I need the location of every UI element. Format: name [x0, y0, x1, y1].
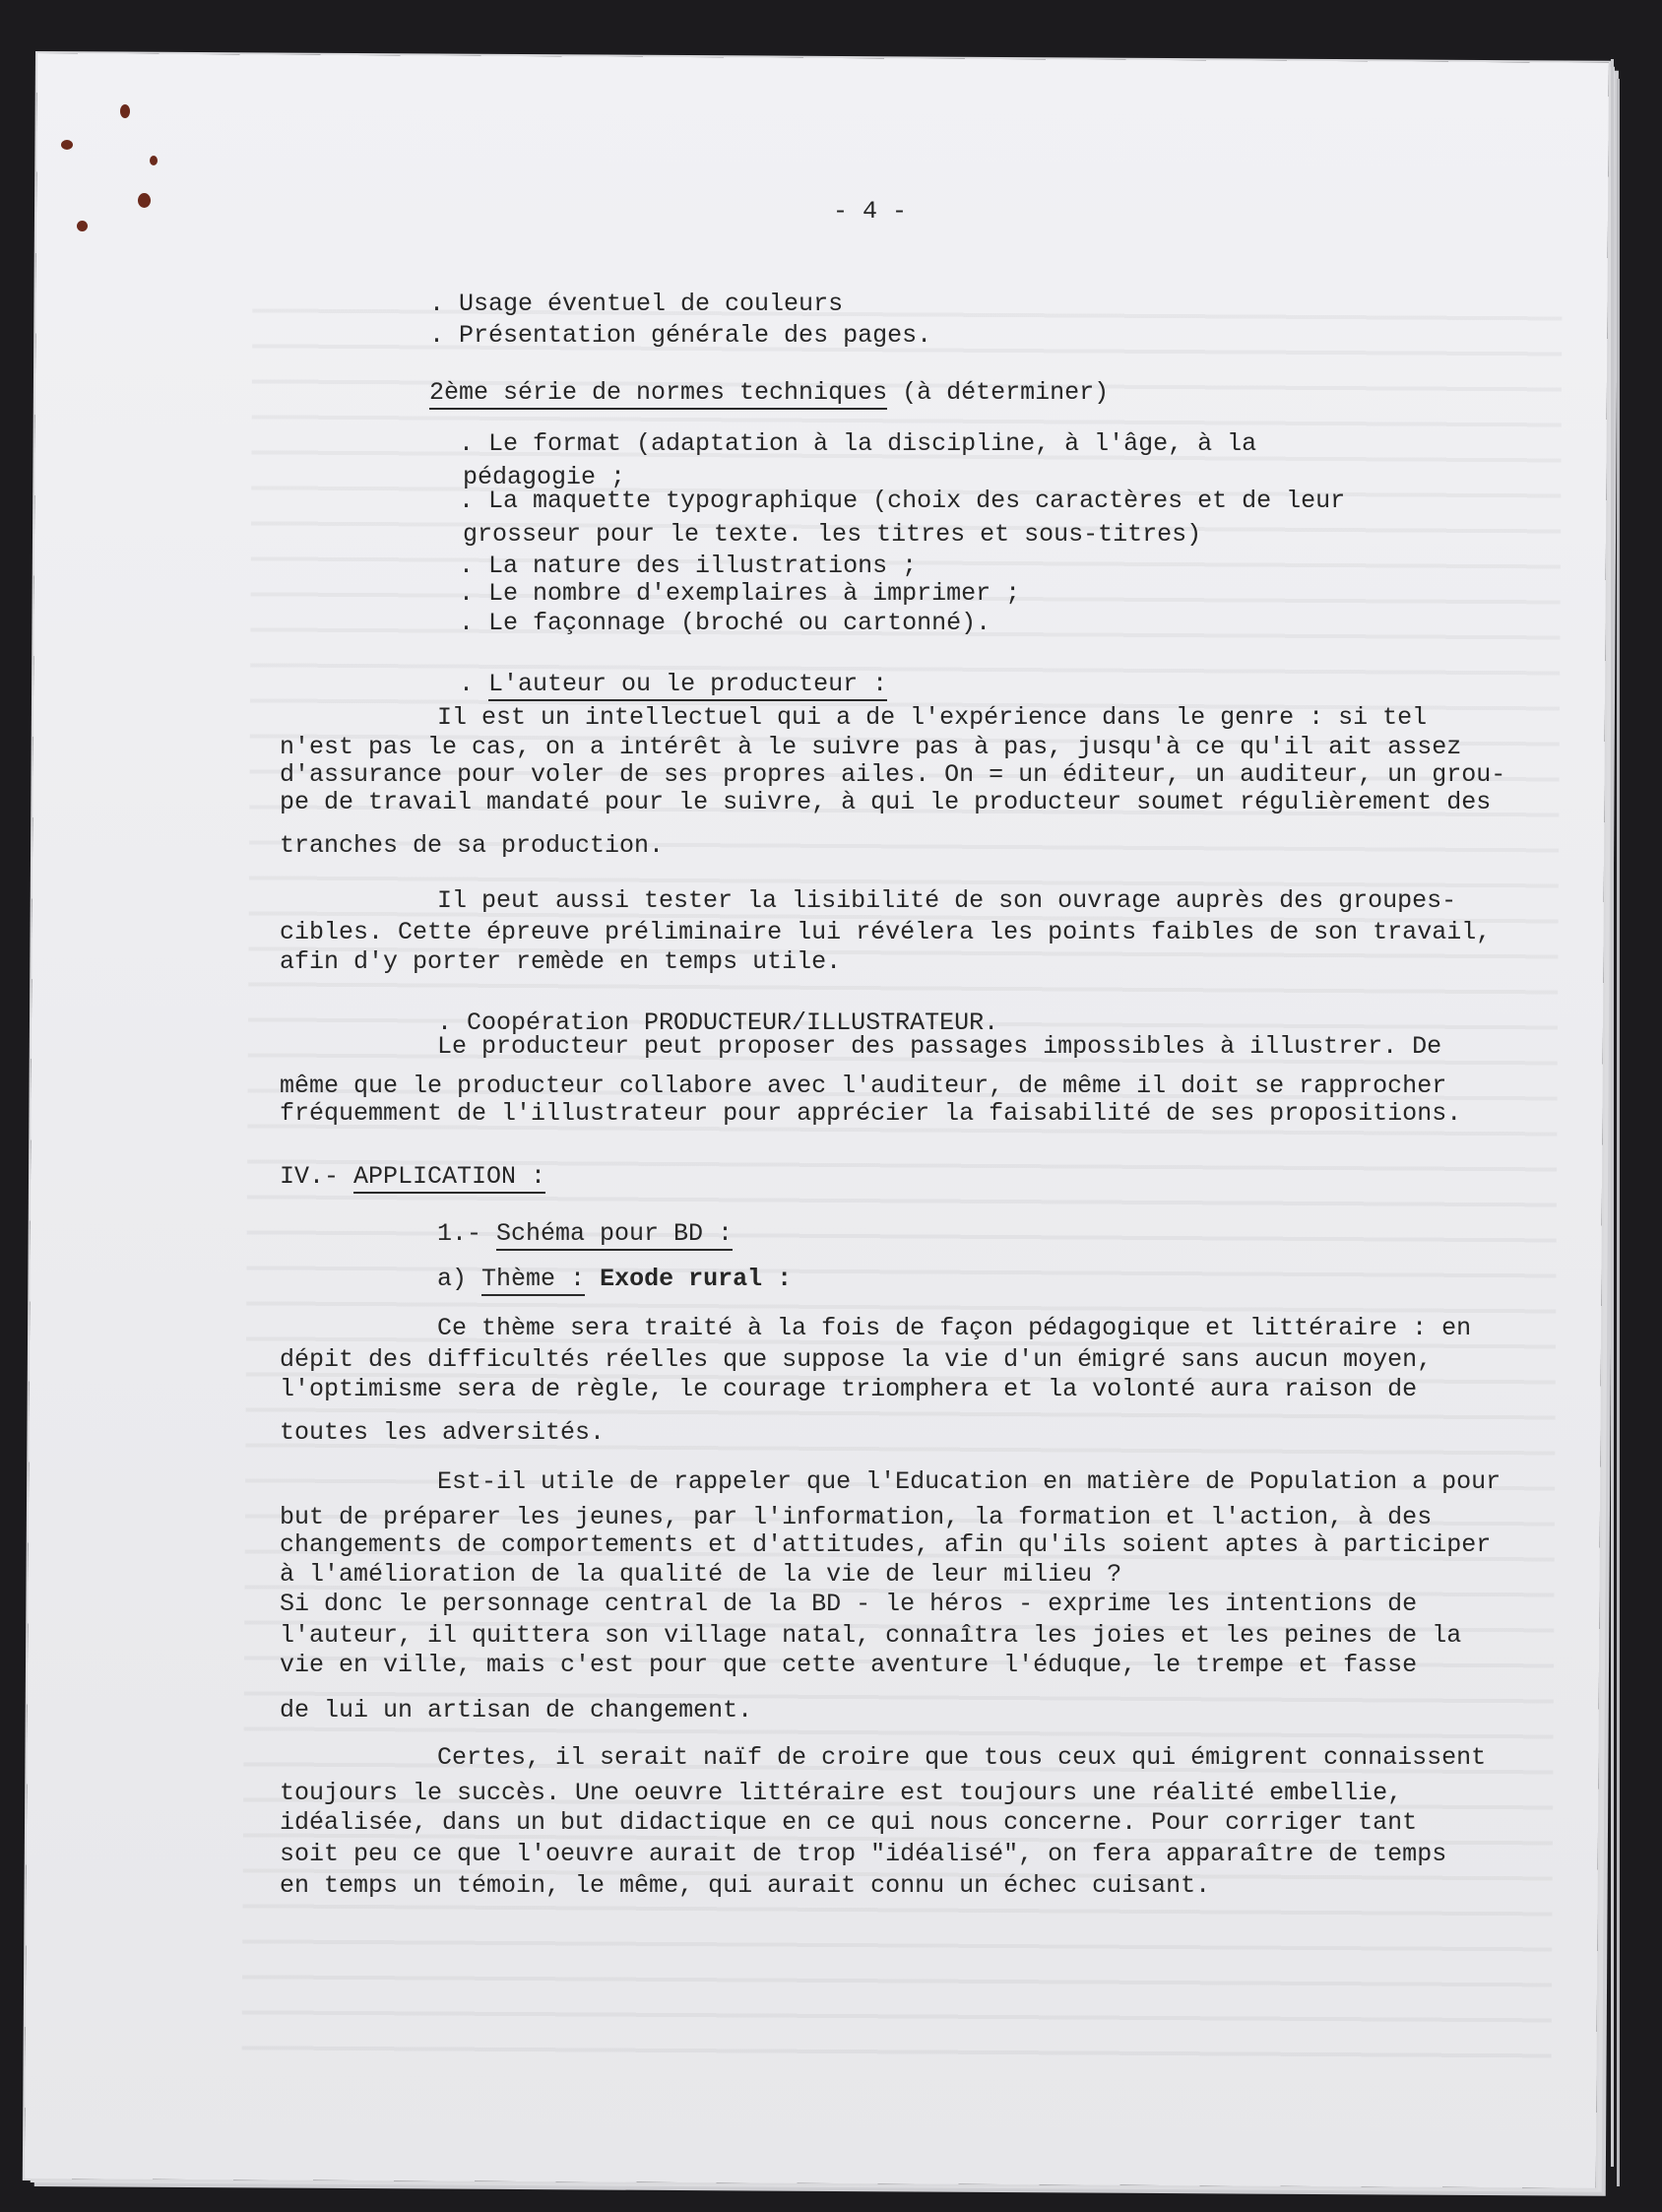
ink-spot: [120, 104, 130, 118]
list-item: pédagogie ;: [463, 463, 626, 491]
ink-spot: [138, 193, 151, 208]
paragraph-line: soit peu ce que l'oeuvre aurait de trop "idéalisé", on fera apparaître de temps: [280, 1840, 1447, 1868]
list-item: grosseur pour le texte. les titres et sous-titres): [463, 520, 1202, 549]
section-prefix: IV.-: [280, 1162, 354, 1191]
heading-series: 2ème série de normes techniques: [429, 378, 887, 410]
page-number: - 4 -: [833, 197, 908, 226]
sheet-edge: [1617, 79, 1620, 2186]
list-item: . La nature des illustrations ;: [459, 552, 918, 580]
section-heading: [429, 378, 1109, 408]
list-item: . Le format (adaptation à la discipline, à l'âge, à la: [459, 429, 1257, 458]
paragraph-line: Il peut aussi tester la lisibilité de son ouvrage auprès des groupes-: [437, 886, 1457, 915]
paragraph-line: même que le producteur collabore avec l'auditeur, de même il doit se rapprocher: [280, 1072, 1447, 1100]
list-item: . Le nombre d'exemplaires à imprimer ;: [459, 579, 1021, 608]
heading-series-note: (à déterminer): [902, 378, 1110, 407]
heading-dot: .: [459, 670, 475, 698]
paragraph-line: but de préparer les jeunes, par l'information, la formation et l'action, à des: [280, 1503, 1433, 1531]
section-title: APPLICATION :: [353, 1162, 545, 1194]
paragraph-line: tranches de sa production.: [280, 831, 665, 860]
paragraph-line: Il est un intellectuel qui a de l'expérience dans le genre : si tel: [437, 703, 1428, 732]
ink-spot: [61, 140, 73, 150]
paragraph-line: n'est pas le cas, on a intérêt à le suivre pas à pas, jusqu'à ce qu'il ait assez: [280, 733, 1462, 761]
paragraph-line: Est-il utile de rappeler que l'Education en matière de Population a pour: [437, 1467, 1502, 1496]
paragraph-line: fréquemment de l'illustrateur pour apprécier la faisabilité de ses propositions.: [280, 1099, 1462, 1128]
paragraph-line: Si donc le personnage central de la BD - le héros - exprime les intentions de: [280, 1590, 1418, 1618]
paragraph-line: Ce thème sera traité à la fois de façon pédagogique et littéraire : en: [437, 1314, 1472, 1342]
paragraph-line: idéalisée, dans un but didactique en ce qui nous concerne. Pour corriger tant: [280, 1808, 1418, 1837]
list-item: . La maquette typographique (choix des caractères et de leur: [459, 487, 1346, 515]
subsection-heading: [437, 1219, 733, 1249]
paragraph-line: à l'amélioration de la qualité de la vie de leur milieu ?: [280, 1560, 1122, 1589]
paragraph-line: Le producteur peut proposer des passages impossibles à illustrer. De: [437, 1032, 1442, 1061]
paragraph-line: dépit des difficultés réelles que suppose la vie d'un émigré sans aucun moyen,: [280, 1345, 1433, 1374]
paragraph-line: changements de comportements et d'attitudes, afin qu'ils soient aptes à participer: [280, 1530, 1492, 1559]
list-item: . Le façonnage (broché ou cartonné).: [459, 609, 991, 637]
paragraph-line: de lui un artisan de changement.: [280, 1696, 753, 1724]
subsection-prefix: 1.-: [437, 1219, 497, 1248]
list-item: . Présentation générale des pages.: [429, 321, 932, 350]
subsection-title: Schéma pour BD :: [496, 1219, 733, 1251]
paragraph-line: toutes les adversités.: [280, 1418, 606, 1447]
paragraph-line: pe de travail mandaté pour le suivre, à qui le producteur soumet régulièrement des: [280, 788, 1492, 816]
theme-line: [437, 1265, 792, 1294]
paragraph-line: afin d'y porter remède en temps utile.: [280, 947, 842, 976]
paragraph-line: cibles. Cette épreuve préliminaire lui révélera les points faibles de son travail,: [280, 918, 1492, 946]
list-item: . Usage éventuel de couleurs: [429, 290, 844, 318]
coop-heading: . Coopération PRODUCTEUR/ILLUSTRATEUR.: [437, 1008, 999, 1037]
paragraph-line: toujours le succès. Une oeuvre littéraire est toujours une réalité embellie,: [280, 1779, 1403, 1807]
sheet-edge: [1611, 59, 1614, 2167]
theme-prefix: a): [437, 1265, 482, 1293]
ink-spot: [150, 156, 158, 165]
ink-spot: [77, 221, 88, 231]
paragraph-line: vie en ville, mais c'est pour que cette aventure l'éduque, le trempe et fasse: [280, 1651, 1418, 1679]
paragraph-line: Certes, il serait naïf de croire que tous ceux qui émigrent connaissent: [437, 1743, 1487, 1772]
paragraph-line: d'assurance pour voler de ses propres ailes. On = un éditeur, un auditeur, un grou-: [280, 760, 1506, 789]
theme-value: Exode rural :: [600, 1265, 793, 1293]
paragraph-line: l'auteur, il quittera son village natal, connaîtra les joies et les peines de la: [280, 1621, 1462, 1650]
section-heading: [280, 1162, 545, 1192]
author-heading: [459, 670, 887, 699]
paragraph-line: l'optimisme sera de règle, le courage triomphera et la volonté aura raison de: [280, 1375, 1418, 1403]
author-heading-text: L'auteur ou le producteur :: [488, 670, 887, 701]
theme-label: Thème :: [481, 1265, 585, 1296]
paragraph-line: en temps un témoin, le même, qui aurait connu un échec cuisant.: [280, 1871, 1211, 1900]
